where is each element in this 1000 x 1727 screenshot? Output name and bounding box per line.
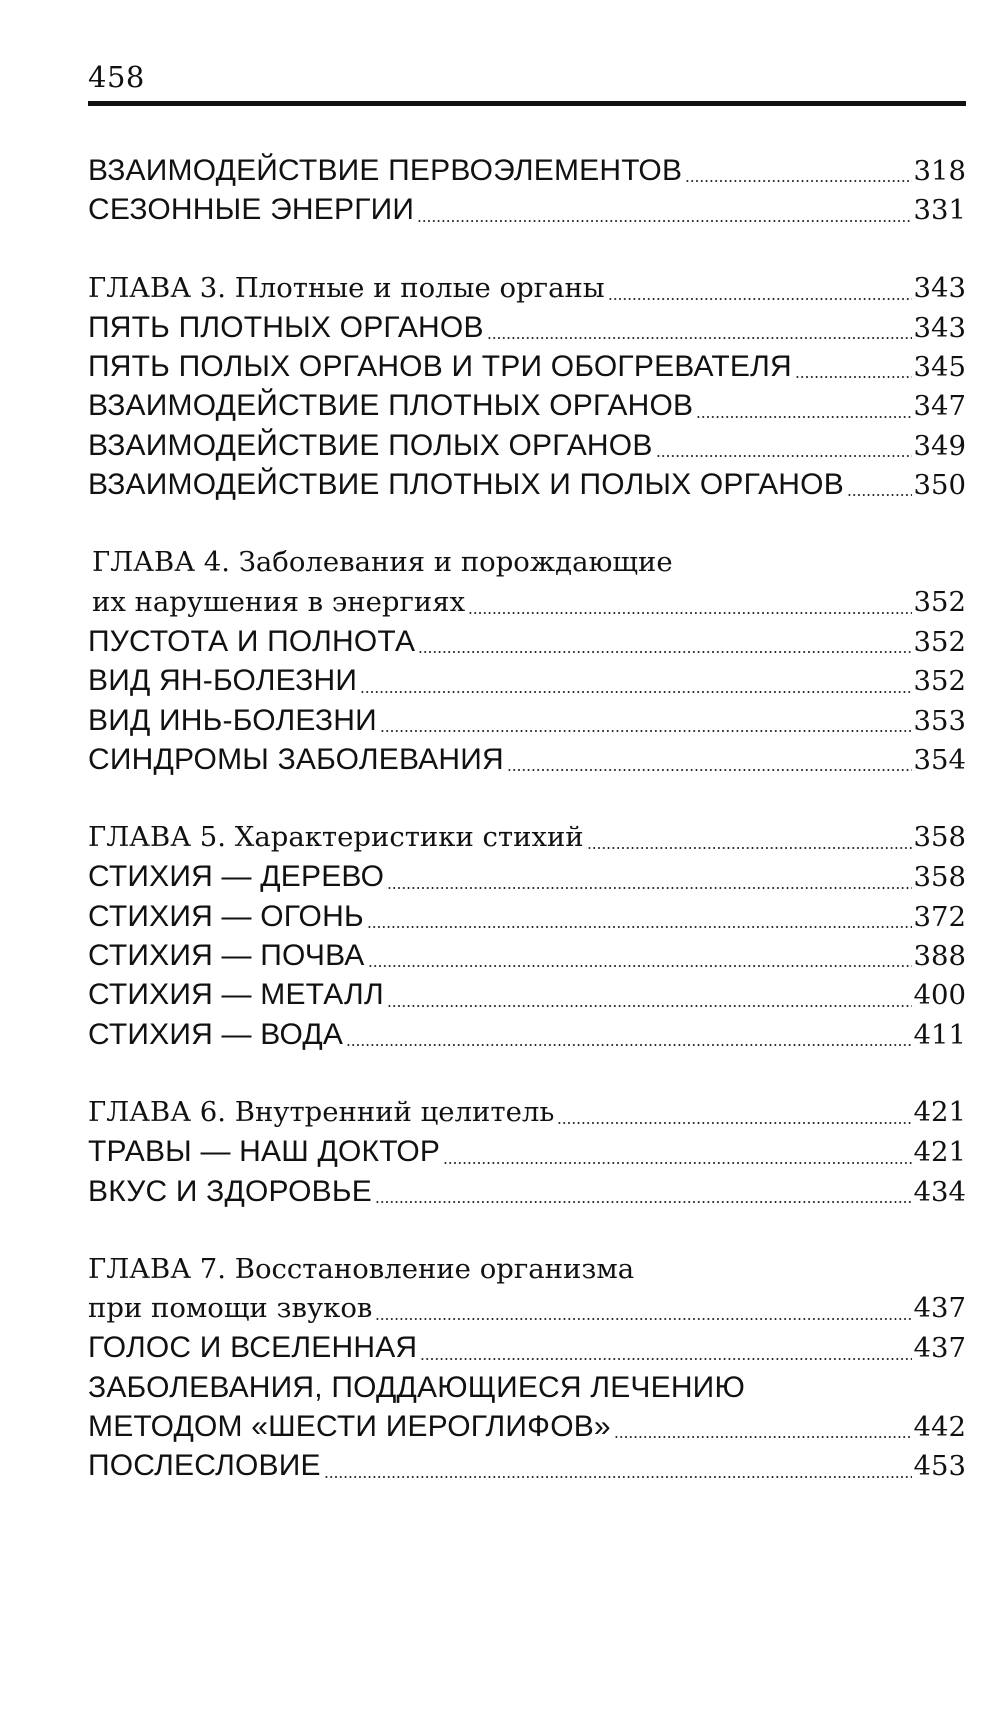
dot-leader <box>614 1436 912 1438</box>
toc-group <box>88 269 966 505</box>
chapter-title: ГЛАВА 3. Плотные и полые органы <box>88 271 605 304</box>
dot-leader <box>608 298 912 300</box>
toc-group <box>88 151 966 230</box>
dot-leader <box>557 1122 911 1124</box>
toc-entry-title: ПЯТЬ ПЛОТНЫХ ОРГАНОВ <box>88 310 484 344</box>
toc-entry-page: 453 <box>913 1450 966 1483</box>
chapter-entry-continuation[interactable] <box>88 583 966 622</box>
toc-entry[interactable] <box>88 1132 966 1171</box>
toc-entry-page: 434 <box>913 1175 966 1208</box>
toc-entry-title-continuation: МЕТОДОМ «ШЕСТИ ИЕРОГЛИФОВ» <box>88 1410 611 1444</box>
toc-group <box>88 818 966 1054</box>
dot-leader <box>685 180 911 182</box>
toc-entry[interactable] <box>88 975 966 1014</box>
toc-entry-title: ВЗАИМОДЕЙСТВИЕ ПЛОТНЫХ ОРГАНОВ <box>88 389 694 423</box>
toc-entry-title: СЕЗОННЫЕ ЭНЕРГИИ <box>88 193 415 227</box>
toc-entry[interactable] <box>88 1172 966 1211</box>
dot-leader <box>380 730 912 732</box>
toc-entry-title: ГОЛОС И ВСЕЛЕННАЯ <box>88 1331 418 1365</box>
chapter-title: ГЛАВА 4. Заболевания и порождающие <box>92 546 673 579</box>
toc-entry-page: 352 <box>913 665 966 698</box>
toc-entry-page: 437 <box>913 1332 966 1365</box>
toc-entry-page: 421 <box>913 1095 966 1128</box>
dot-leader <box>656 455 912 457</box>
toc-entry-page: 372 <box>913 900 966 933</box>
toc-entry[interactable] <box>88 426 966 465</box>
toc-entry-page: 442 <box>913 1411 966 1444</box>
header-rule <box>88 101 966 106</box>
dot-leader <box>367 926 912 928</box>
toc-entry-page: 318 <box>913 155 966 187</box>
toc-entry-title: ПЯТЬ ПОЛЫХ ОРГАНОВ И ТРИ ОБОГРЕВАТЕЛЯ <box>88 350 792 384</box>
dot-leader <box>443 1162 911 1164</box>
toc-entry[interactable] <box>88 740 966 779</box>
toc-entry-page: 349 <box>913 429 966 462</box>
toc-entry-page: 400 <box>913 979 966 1012</box>
toc-entry-title: ТРАВЫ — НАШ ДОКТОР <box>88 1135 441 1169</box>
chapter-entry[interactable] <box>88 1250 966 1289</box>
toc-entry[interactable] <box>88 936 966 975</box>
toc-entry-title: ВИД ЯН-БОЛЕЗНИ <box>88 664 358 698</box>
toc-entry-page: 331 <box>913 194 966 227</box>
toc-group <box>88 1250 966 1486</box>
toc-entry[interactable] <box>88 1328 966 1367</box>
dot-leader <box>368 965 912 967</box>
toc-entry[interactable] <box>88 190 966 229</box>
toc-entry-title: СТИХИЯ — ПОЧВА <box>88 939 365 973</box>
toc-entry[interactable] <box>88 1368 966 1407</box>
toc-entry-title: СТИХИЯ — ДЕРЕВО <box>88 860 385 894</box>
chapter-entry[interactable] <box>88 1093 966 1132</box>
chapter-entry[interactable] <box>88 818 966 857</box>
toc-entry-title: СТИХИЯ — МЕТАЛЛ <box>88 978 384 1012</box>
toc-entry-page: 358 <box>913 861 966 894</box>
toc-entry-page: 343 <box>913 311 966 344</box>
toc-entry[interactable] <box>88 897 966 936</box>
toc-entry[interactable] <box>88 465 966 504</box>
toc-entry-title: ВКУС И ЗДОРОВЬЕ <box>88 1174 372 1208</box>
toc-entry-title: ВЗАИМОДЕЙСТВИЕ ПЕРВОЭЛЕМЕНТОВ <box>88 154 683 187</box>
toc-entry[interactable] <box>88 622 966 661</box>
toc-entry-title: ВИД ИНЬ-БОЛЕЗНИ <box>88 703 377 737</box>
toc-entry-title: СИНДРОМЫ ЗАБОЛЕВАНИЯ <box>88 742 504 776</box>
toc-entry-continuation[interactable] <box>88 1407 966 1446</box>
toc-entry-title: ВЗАИМОДЕЙСТВИЕ ПЛОТНЫХ И ПОЛЫХ ОРГАНОВ <box>88 468 844 502</box>
chapter-entry[interactable] <box>88 269 966 308</box>
toc-group <box>88 543 966 779</box>
toc-entry-title: ПУСТОТА И ПОЛНОТА <box>88 624 416 658</box>
toc-entry[interactable] <box>88 661 966 700</box>
chapter-title: ГЛАВА 7. Восстановление организма <box>88 1252 635 1285</box>
toc-group <box>88 1093 966 1211</box>
toc-entry-page: 411 <box>913 1018 966 1051</box>
chapter-title-continuation: при помощи звуков <box>88 1292 373 1325</box>
toc-entry-page: 437 <box>913 1292 966 1325</box>
dot-leader <box>417 220 911 222</box>
chapter-title: ГЛАВА 5. Характеристики стихий <box>88 821 584 854</box>
dot-leader <box>696 416 911 418</box>
dot-leader <box>375 1318 911 1320</box>
toc-entry-page: 358 <box>913 821 966 854</box>
dot-leader <box>587 847 912 849</box>
dot-leader <box>418 651 911 653</box>
toc-entry-title: СТИХИЯ — ОГОНЬ <box>88 899 364 933</box>
toc-entry-page: 352 <box>913 585 966 618</box>
dot-leader <box>375 1201 912 1203</box>
dot-leader <box>468 612 911 614</box>
toc-entry[interactable] <box>88 347 966 386</box>
toc-entry[interactable] <box>88 386 966 425</box>
dot-leader <box>324 1476 912 1478</box>
dot-leader <box>387 887 911 889</box>
chapter-title-continuation: их нарушения в энергиях <box>92 585 466 618</box>
toc-entry-page: 353 <box>913 704 966 737</box>
toc-entry-page: 352 <box>913 625 966 658</box>
toc-entry-page: 354 <box>913 743 966 776</box>
toc-entry-title: ПОСЛЕСЛОВИЕ <box>88 1449 321 1483</box>
dot-leader <box>346 1044 911 1046</box>
toc-entry[interactable] <box>88 1446 966 1485</box>
dot-leader <box>487 337 912 339</box>
toc-entry-page: 343 <box>913 271 966 304</box>
chapter-entry[interactable] <box>88 543 966 582</box>
toc-entry[interactable] <box>88 701 966 740</box>
dot-leader <box>360 691 911 693</box>
toc-entry-title: ЗАБОЛЕВАНИЯ, ПОДДАЮЩИЕСЯ ЛЕЧЕНИЮ <box>88 1370 745 1404</box>
page-number: 458 <box>88 60 145 94</box>
chapter-entry-continuation[interactable] <box>88 1289 966 1328</box>
toc-entry-title: ВЗАИМОДЕЙСТВИЕ ПОЛЫХ ОРГАНОВ <box>88 428 653 462</box>
table-of-contents <box>88 151 966 1525</box>
toc-entry-page: 388 <box>913 940 966 973</box>
dot-leader <box>507 769 912 771</box>
toc-entry[interactable] <box>88 308 966 347</box>
toc-entry-page: 347 <box>913 390 966 423</box>
dot-leader <box>420 1358 911 1360</box>
toc-entry-page: 350 <box>913 469 966 502</box>
toc-entry[interactable] <box>88 1015 966 1054</box>
toc-entry-page: 421 <box>913 1136 966 1169</box>
toc-entry[interactable] <box>88 151 966 190</box>
dot-leader <box>387 1005 912 1007</box>
dot-leader <box>795 376 912 378</box>
toc-entry-title: СТИХИЯ — ВОДА <box>88 1017 344 1051</box>
toc-entry-page: 345 <box>913 351 966 384</box>
chapter-title: ГЛАВА 6. Внутренний целитель <box>88 1095 555 1128</box>
dot-leader <box>847 494 912 496</box>
toc-entry[interactable] <box>88 857 966 896</box>
